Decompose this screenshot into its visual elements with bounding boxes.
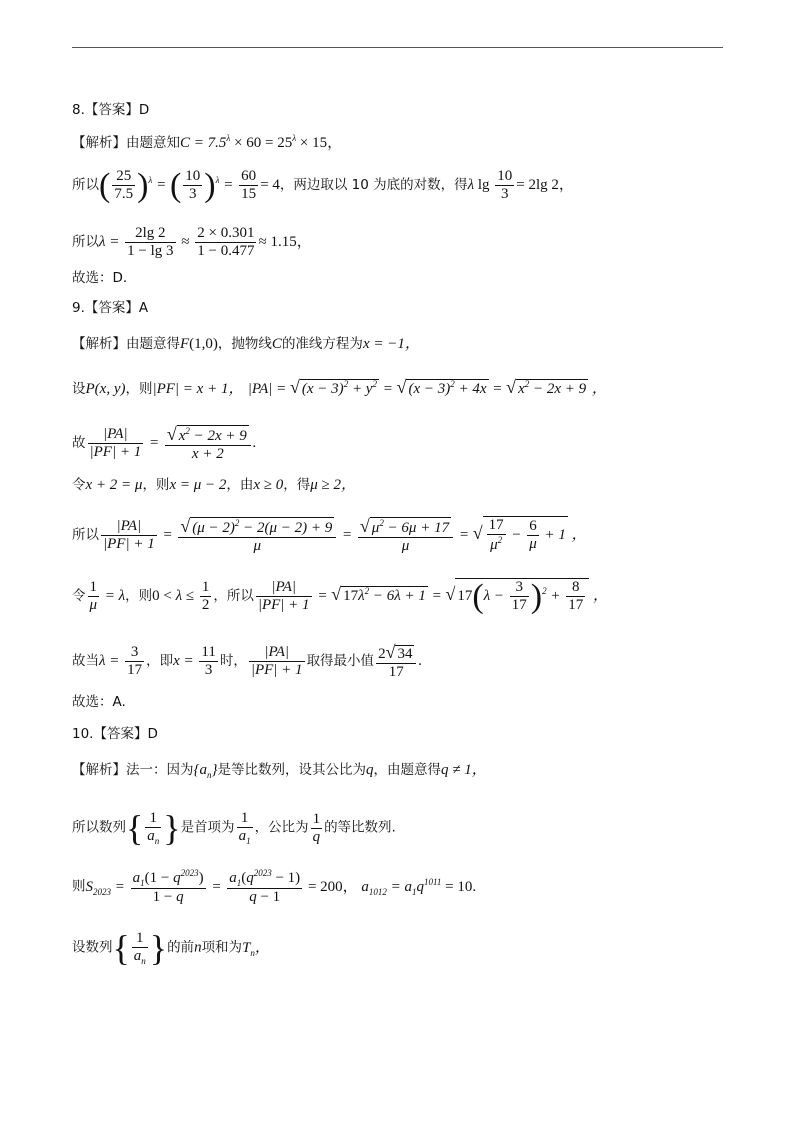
q9-analysis-line-6: 令 $\frac{1}{\mu}$ = λ，则0 < λ ≤ $\frac{1}{2}$ ，所以 $\frac{|PA|}{|PF| + 1}$ = √ $17\lambda^2 - 6\lambda + 1$ = √ 17(λ − $\frac{3}{17}$ )$^2$ + $\frac{8}{17}$ ， — [72, 578, 609, 616]
q9-conclusion: 故选：A. — [72, 694, 126, 710]
q9-analysis-line-7: 故当λ = $\frac{3}{17}$ ，即x = $\frac{11}{3}$ 时， $\frac{|PA|}{|PF| + 1}$ 取得最小值 $\frac{2√ 34}{17}$ . — [72, 642, 423, 681]
q10-analysis-line-1: 【解析】法一：因为$\{a_n\}$是等比数列，设其公比为q，由题意得q ≠ 1， — [72, 762, 487, 780]
q9-analysis-line-2: 设P(x, y)，则|PF| = x + 1， |PA| = √ $(x - 3)^2 + y^2$ = √ $(x - 3)^2 + 4x$ = √ $x^2 - 2x + 9$ ， — [72, 377, 607, 397]
header-rule — [72, 47, 723, 48]
q8-analysis-line-3: 所以λ = $\frac{2\lg 2}{1 - \lg 3}$ ≈ $\frac{2 \times 0.301}{1 - 0.477}$ ≈ 1.15， — [72, 225, 312, 260]
q9-answer-heading: 9.【答案】A — [72, 300, 149, 316]
q9-analysis-line-5: 所以 $\frac{|PA|}{|PF| + 1}$ = $\frac{√ (\mu - 2)^2 - 2(\mu - 2) + 9}{\mu}$ = $\frac{√ \mu^2 - 6\mu + 17}{\mu}$ = √ $\frac{17}{\mu^2}$ − $\frac{6}{\mu}$ + 1 ， — [72, 516, 587, 555]
q9-analysis-line-4: 令x + 2 = μ，则x = μ − 2，由x ≥ 0，得μ ≥ 2， — [72, 477, 357, 493]
q10-analysis-line-4: 设数列{ $\frac{1}{a_n}$ }的前n项和为$T_n$， — [72, 927, 270, 968]
q10-analysis-line-3: 则$S_{2023}$ = $\frac{a_1(1 - q^{2023})}{1 - q}$ = $\frac{a_1(q^{2023} - 1)}{q - 1}$ = 200， $a_{1012} = a_1q^{1011} = 10$. — [72, 868, 477, 906]
q8-answer-heading: 8.【答案】D — [72, 102, 150, 118]
q8-analysis-line-2: 所以( $\frac{25}{7.5}$ )$^\lambda$ = ( $\frac{10}{3}$ )$^\lambda$ = $\frac{60}{15}$ = 4，两边取以 10 为底的对数，得λ lg $\frac{10}{3}$ = 2lg 2， — [72, 167, 574, 205]
q8-conclusion: 故选：D. — [72, 270, 128, 286]
q8-analysis-line-1: 【解析】由题意知$C = 7.5^\lambda \times 60 = 25^\lambda \times 15$， — [72, 133, 343, 151]
q10-answer-heading: 10.【答案】D — [72, 726, 158, 742]
q9-analysis-line-1: 【解析】由题意得F(1,0)，抛物线C的准线方程为x = −1， — [72, 336, 420, 352]
q10-analysis-line-2: 所以数列{ $\frac{1}{a_n}$ }是首项为 $\frac{1}{a_1}$ ，公比为 $\frac{1}{q}$ 的等比数列. — [72, 807, 396, 848]
q9-analysis-line-3: 故 $\frac{|PA|}{|PF| + 1}$ = $\frac{√ x^2 - 2x + 9}{x + 2}$ . — [72, 424, 257, 463]
